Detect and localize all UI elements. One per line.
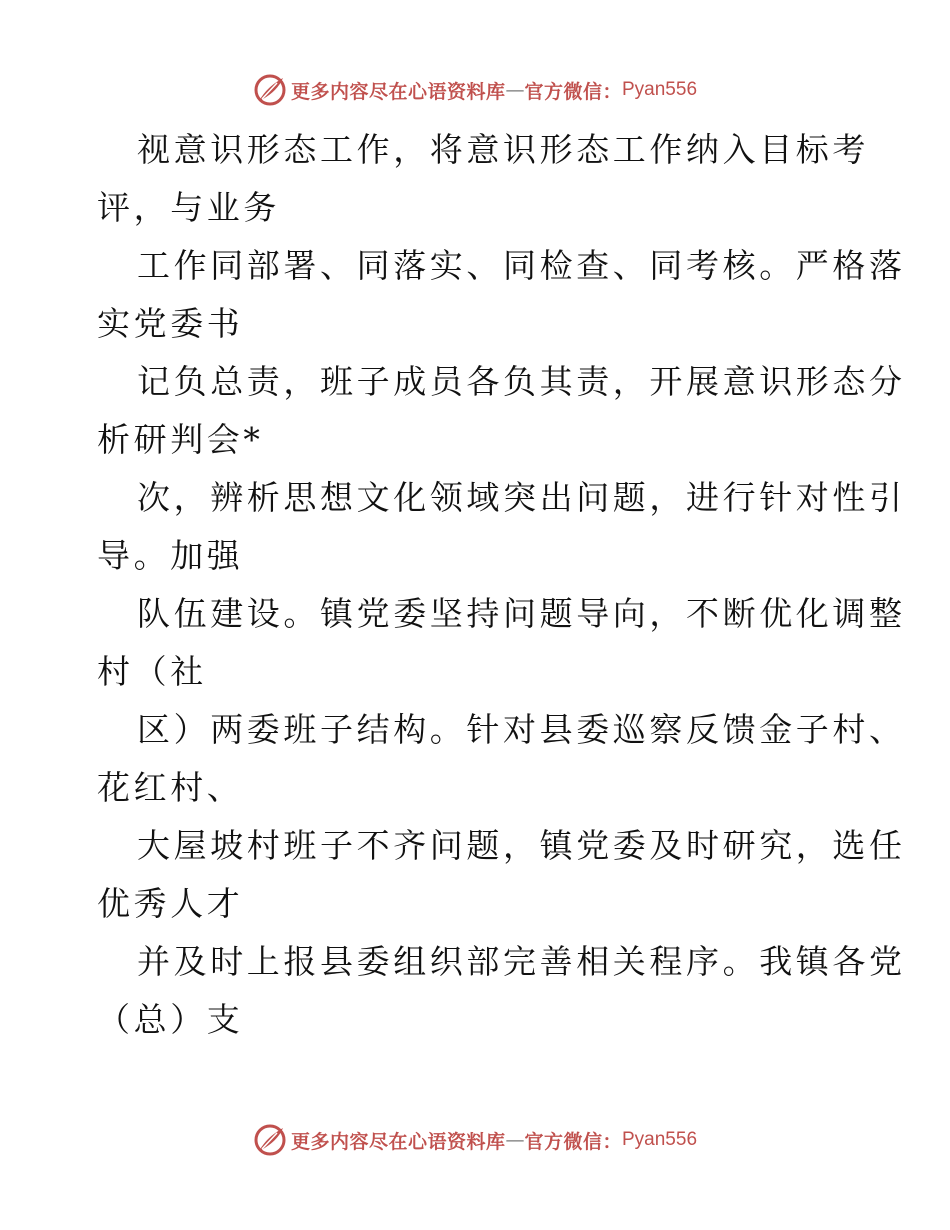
body-line: 工作同部署、同落实、同检查、同考核。严格落	[137, 246, 906, 285]
body-line: 花红村、	[97, 768, 244, 807]
watermark-handle: Pyan556	[622, 79, 698, 100]
body-line: 记负总责，班子成员各负其责，开展意识形态分	[137, 362, 906, 401]
footer-watermark	[0, 1120, 950, 1160]
watermark-wechat-label: 官方微信：	[524, 1130, 622, 1153]
header-watermark	[0, 70, 950, 110]
body-line: 次，辨析思想文化领域突出问题，进行针对性引	[137, 478, 906, 517]
body-line: 区）两委班子结构。针对县委巡察反馈金子村、	[137, 710, 906, 749]
body-line: （总）支	[97, 1000, 244, 1039]
body-line: 导。加强	[97, 536, 244, 575]
body-line: 析研判会*	[97, 420, 264, 459]
body-line: 评，与业务	[97, 188, 280, 227]
watermark-dash: —	[505, 79, 525, 101]
body-line: 优秀人才	[97, 884, 244, 923]
watermark-dash: —	[505, 1129, 525, 1151]
quill-logo-icon	[253, 73, 287, 107]
watermark-handle: Pyan556	[622, 1129, 698, 1150]
quill-logo-icon	[253, 1123, 287, 1157]
watermark-site-text: 更多内容尽在心语资料库	[290, 80, 506, 103]
watermark-site-text: 更多内容尽在心语资料库	[290, 1130, 506, 1153]
body-line: 并及时上报县委组织部完善相关程序。我镇各党	[137, 942, 906, 981]
body-line: 村（社	[97, 652, 207, 691]
body-text	[97, 121, 906, 1049]
body-line: 队伍建设。镇党委坚持问题导向，不断优化调整	[137, 594, 906, 633]
body-line: 视意识形态工作，将意识形态工作纳入目标考	[137, 130, 869, 169]
body-line: 大屋坡村班子不齐问题，镇党委及时研究，选任	[137, 826, 906, 865]
watermark-wechat-label: 官方微信：	[524, 80, 622, 103]
body-line: 实党委书	[97, 304, 244, 343]
